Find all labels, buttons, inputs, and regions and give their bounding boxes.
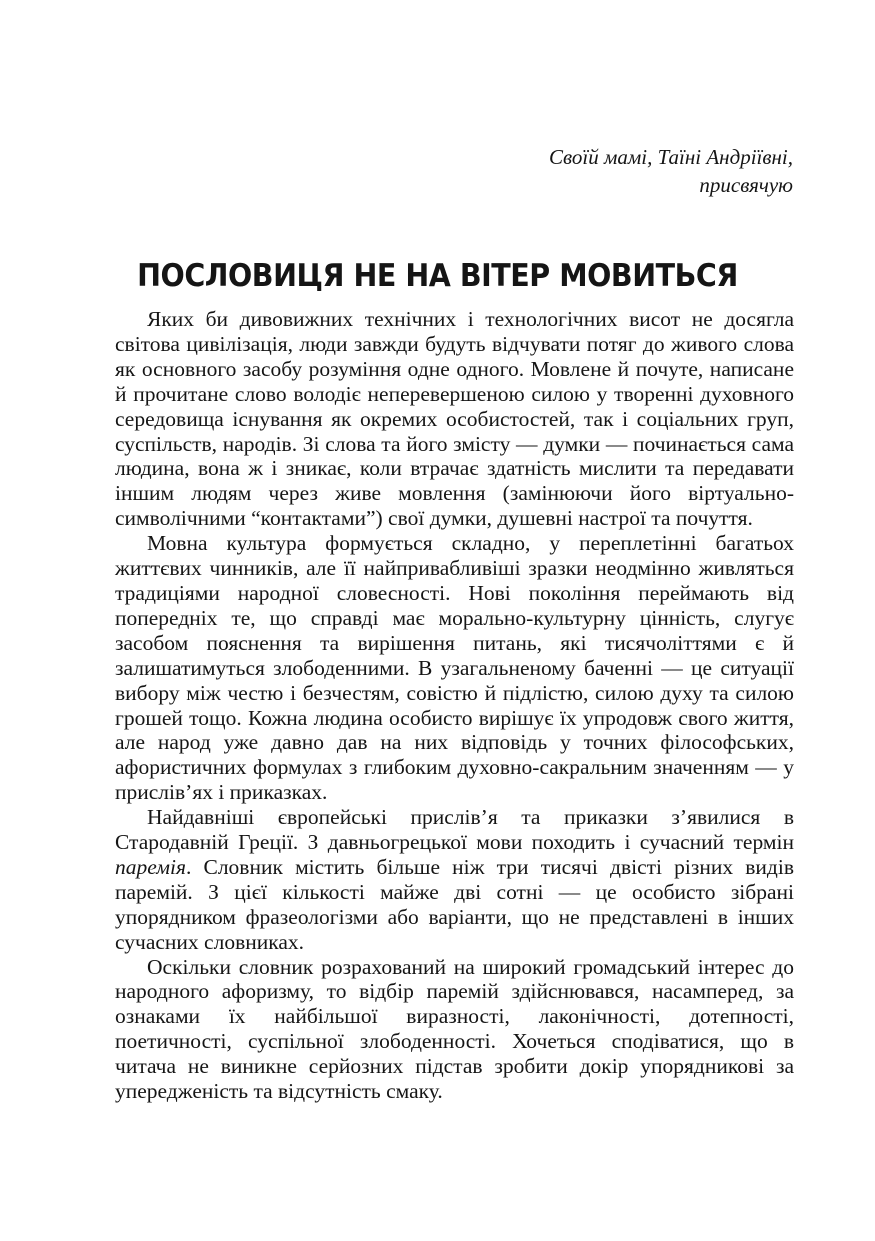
paragraph-3-text-end: . Словник містить більше ніж три тисячі двісті різних видів паремій. З цієї кількості майже дві сотні — це особисто зібрані упорядником фразеологізми або варіанти, що не представлені в інших сучасних словниках.: [115, 854, 794, 954]
paragraph-4: Оскільки словник розрахований на широкий громадський інтерес до народного афоризму, то відбір паремій здійснювався, насамперед, за ознаками їх найбільшої виразності, лаконічності, дотепності, поетичності, суспільної злободенності. Хочеться сподіватися, що в читача не виникне серйозних підстав зробити докір упорядникові за упередженість та відсутність смаку.: [115, 954, 794, 1104]
paragraph-3-text-start: Найдавніші європейські прислів’я та приказки з’явилися в Стародавній Греції. З давньогрецької мови походить і сучасний термін: [115, 805, 794, 855]
chapter-title: ПОСЛОВИЦЯ НЕ НА ВІТЕР МОВИТЬСЯ: [137, 258, 738, 294]
paragraph-2: Мовна культура формується складно, у переплетінні багатьох життєвих чинників, але її найпривабливіші зразки неодмінно живляться традиціями народної словесності. Нові покоління переймають від попередніх те, що справді має морально-культурну цінність, слугує засобом пояснення та вирішення питань, які тисячоліттями є й залишатимуться злободенними. В узагальненому баченні — це ситуації вибору між честю і безчестям, совістю й підлістю, силою духу та силою грошей тощо. Кожна людина особисто вирішує їх упродовж свого життя, але народ уже давно дав на них відповідь у точних філософських, афористичних формулах з глибоким духовно-сакральним значенням — у прислів’ях і приказках.: [115, 531, 794, 805]
term-paremiya: паремія: [115, 854, 186, 879]
paragraph-3: [115, 805, 794, 954]
dedication-line-1: Своїй мамі, Таїні Андріївні,: [549, 145, 793, 169]
dedication-line-2: присвячую: [699, 173, 793, 197]
dedication: [373, 143, 793, 199]
paragraph-1: Яких би дивовижних технічних і технологічних висот не досягла світова цивілізація, люди завжди будуть відчувати потяг до живого слова як основного засобу розуміння одне одного. Мовлене й почуте, написане й прочитане слово володіє неперевершеною силою у творенні духовного середовища існування як окремих особистостей, так і соціальних груп, суспільств, народів. Зі слова та його змісту — думки — починається сама людина, вона ж і зникає, коли втрачає здатність мислити та передавати іншим людям через живе мовлення (замінюючи його віртуально-символічними “контактами”) свої думки, душевні настрої та почуття.: [115, 307, 794, 531]
body-text: [115, 307, 794, 1104]
